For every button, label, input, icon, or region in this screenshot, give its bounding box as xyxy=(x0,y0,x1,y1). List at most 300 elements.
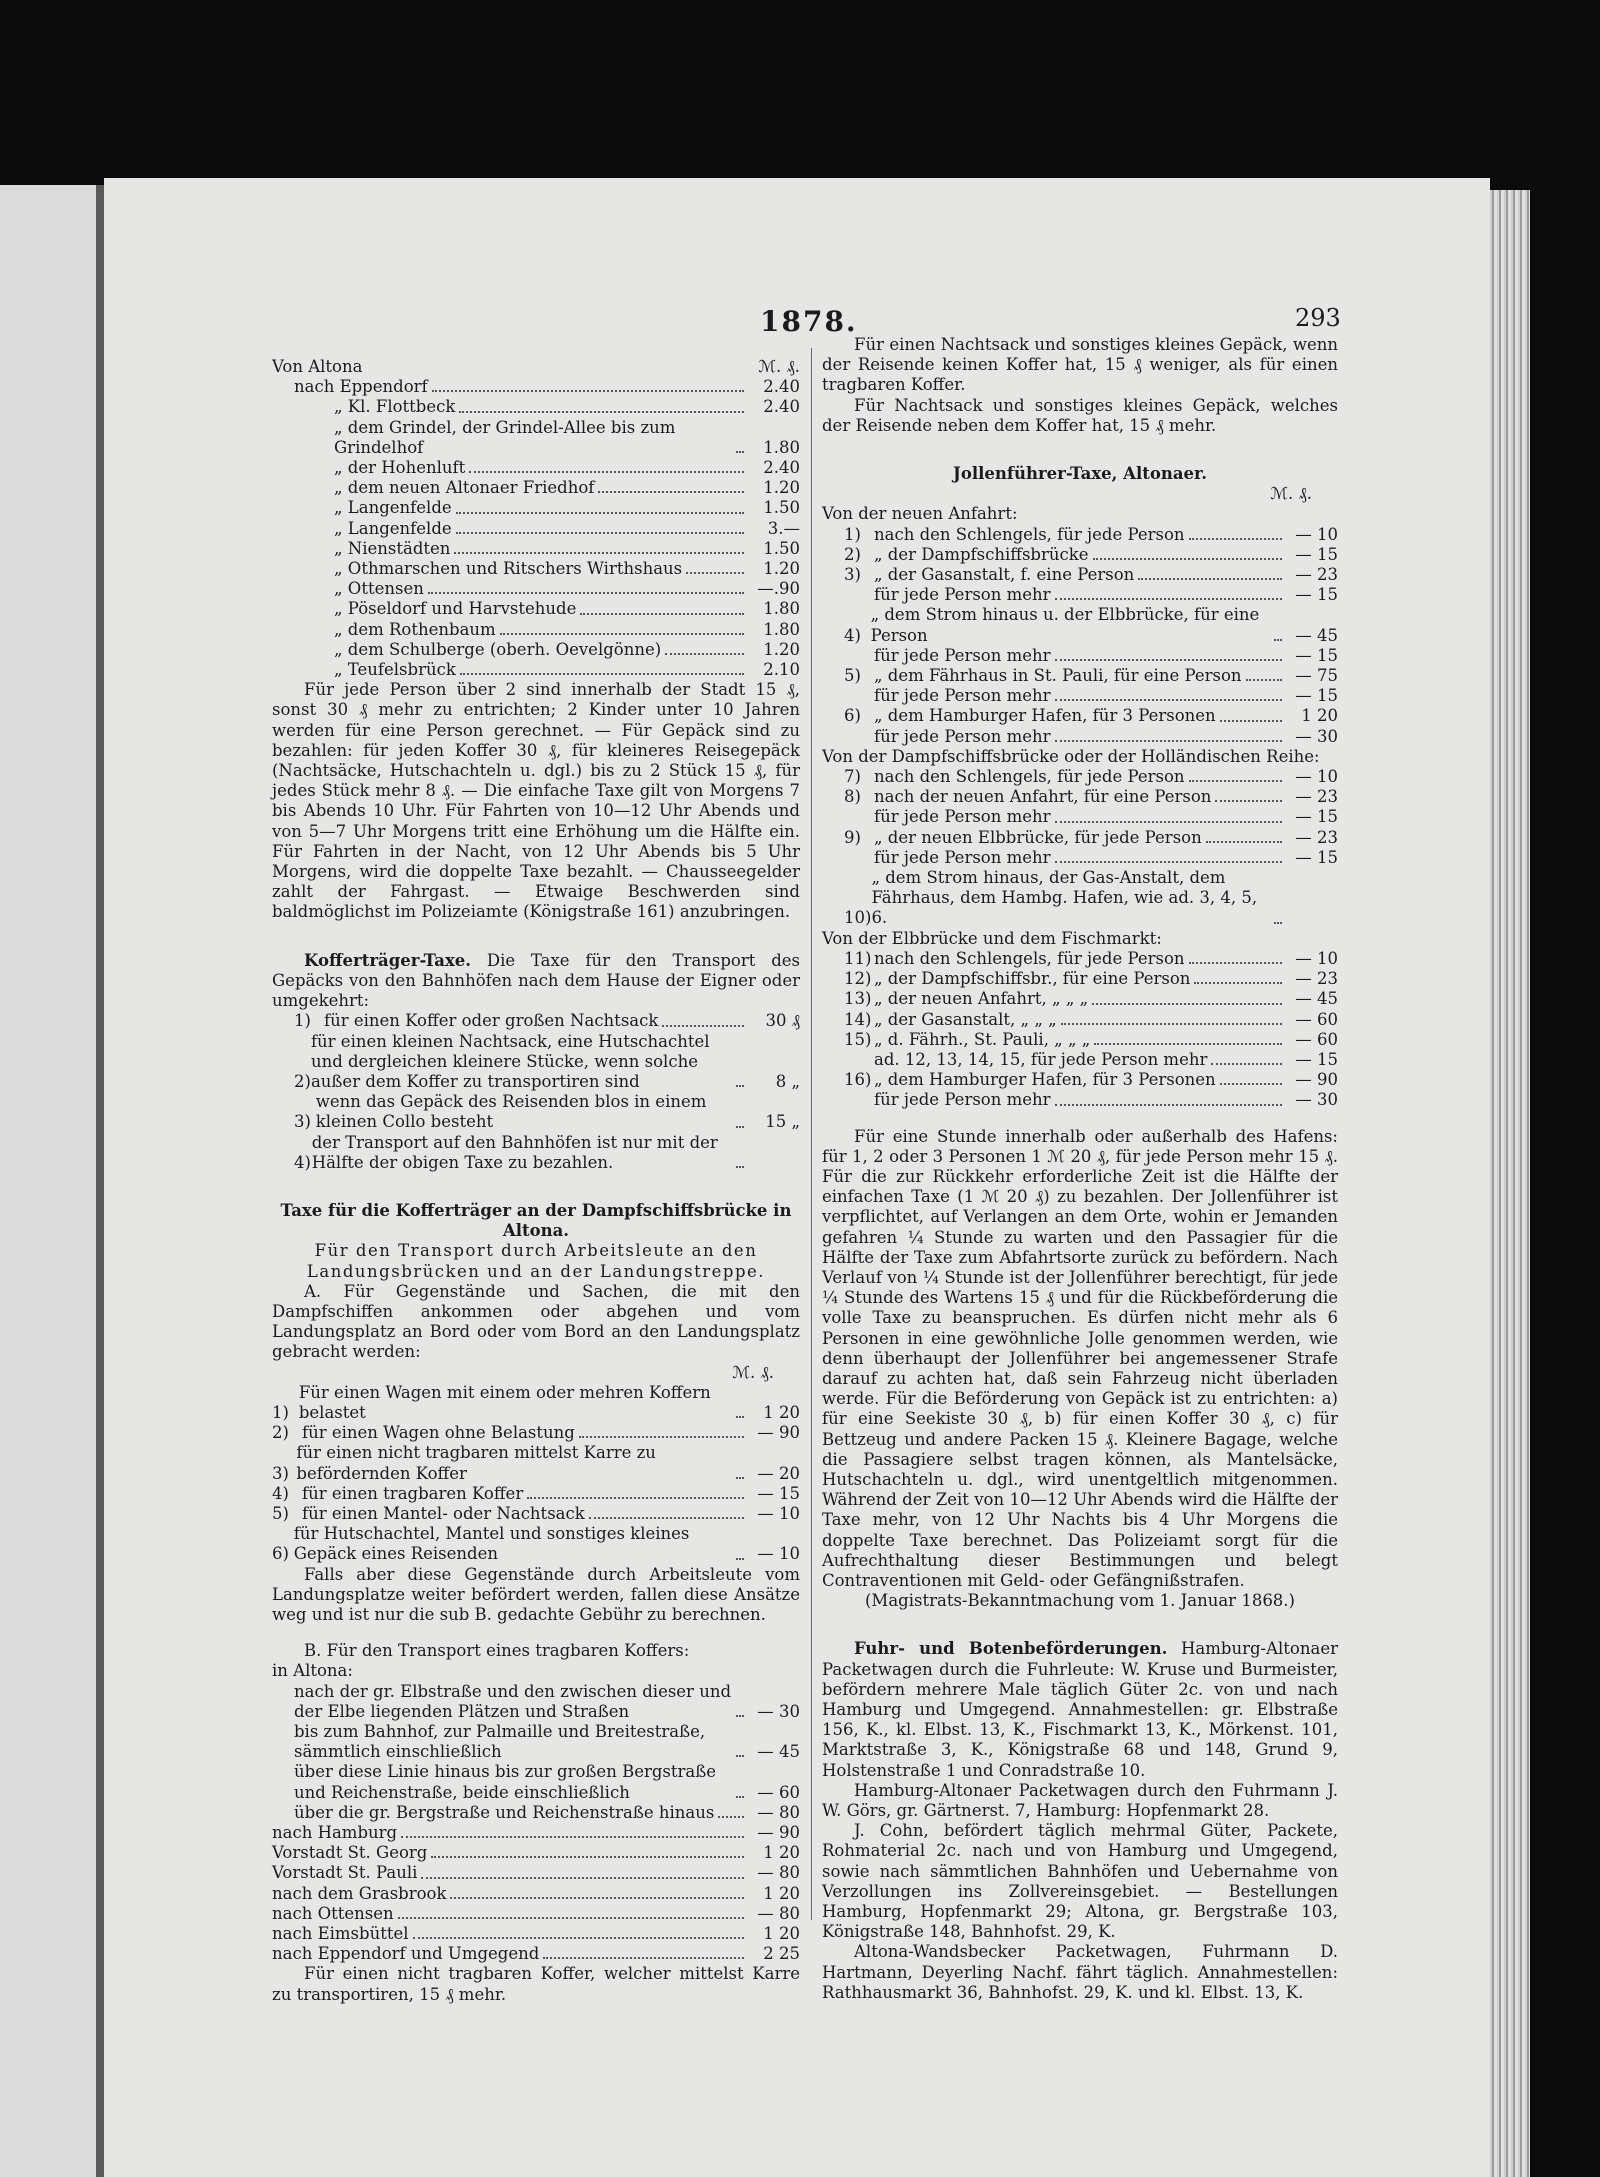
item-text: nach Eppendorf und Umgegend xyxy=(272,1944,540,1964)
item-text: „ dem Fährhaus in St. Pauli, für eine Person xyxy=(874,666,1242,686)
leader-dots xyxy=(398,1917,744,1919)
item-price: — 30 xyxy=(1295,1090,1338,1110)
leader-dots xyxy=(736,1796,744,1798)
left-column xyxy=(272,357,800,2005)
item-number: 7) xyxy=(844,767,861,787)
leader-dots xyxy=(1092,1003,1282,1005)
item-text: für jede Person mehr xyxy=(874,807,1051,827)
item-price: 1.80 xyxy=(763,437,800,457)
item-price: — 80 xyxy=(757,1863,800,1883)
item-text: „ dem neuen Altonaer Friedhof xyxy=(334,478,595,498)
item-number: 4) xyxy=(294,1152,311,1172)
fuhr-para-0 xyxy=(822,1639,1338,1780)
item-text: „ der neuen Anfahrt, „ „ „ xyxy=(874,989,1089,1009)
leader-dots xyxy=(456,512,744,514)
item-text: Für einen Wagen mit einem oder mehren Koffern belastet xyxy=(298,1382,711,1422)
item-text: „ der Dampfschiffsbr., für eine Person xyxy=(874,969,1191,989)
dampf-b-item xyxy=(272,1904,800,1924)
item-text: nach den Schlengels, für jede Person xyxy=(874,524,1185,544)
item-text: über die gr. Bergstraße und Reichenstraße hinaus xyxy=(294,1802,715,1822)
dampf-a-item xyxy=(272,1383,800,1423)
item-text: „ der Gasanstalt, „ „ „ xyxy=(874,1009,1057,1029)
koffer-item xyxy=(272,1011,800,1031)
item-text: über diese Linie hinaus bis zur großen Bergstraße und Reichenstraße, beide einschließlich xyxy=(294,1762,717,1802)
leader-dots xyxy=(1055,598,1282,600)
tariff-row xyxy=(272,640,800,660)
item-price: — 30 xyxy=(757,1701,800,1721)
jollen-row xyxy=(822,565,1338,585)
leader-dots xyxy=(736,1416,744,1418)
item-text: „ dem Hamburger Hafen, für 3 Personen xyxy=(874,706,1216,726)
item-price: — 23 xyxy=(1295,565,1338,585)
item-price: —.90 xyxy=(757,579,800,599)
fuhr-para-1: Hamburg-Altonaer Packetwagen durch den Fuhrmann J. W. Görs, gr. Gärtnerst. 7, Hamburg: Hopfenmarkt 28. xyxy=(822,1780,1338,1821)
item-price: — 45 xyxy=(757,1742,800,1762)
item-text: „ Langenfelde xyxy=(334,518,452,538)
item-price: 1.80 xyxy=(763,619,800,639)
jollen-row xyxy=(822,767,1338,787)
jollen-row xyxy=(822,525,1338,545)
item-text: für jede Person mehr xyxy=(874,585,1051,605)
item-price: 1.20 xyxy=(763,478,800,498)
item-number: 3) xyxy=(294,1112,311,1132)
tariff-list xyxy=(272,377,800,680)
dampf-b-item xyxy=(272,1924,800,1944)
item-price: 2.10 xyxy=(763,660,800,680)
leader-dots xyxy=(421,1877,744,1879)
item-price: 30 ₰ xyxy=(765,1011,800,1031)
jollen-row xyxy=(822,848,1338,868)
item-text: „ der Dampfschiffsbrücke xyxy=(874,544,1089,564)
fuhr-para-3: Altona-Wandsbecker Packetwagen, Fuhrmann D. Hartmann, Deyerling Nachf. fährt täglich. Annahmestellen: Rathhausmarkt 36, Bahnhofst. 29, K. und kl. Elbst. 13, K. xyxy=(822,1942,1338,2002)
jollen-row xyxy=(822,989,1338,1009)
jollen-group-title: Von der neuen Anfahrt: xyxy=(822,504,1018,524)
leader-dots xyxy=(1211,1063,1282,1065)
tariff-row xyxy=(272,418,800,458)
tariff-row xyxy=(272,498,800,518)
leader-dots xyxy=(1206,841,1282,843)
item-price: — 23 xyxy=(1295,969,1338,989)
leader-dots xyxy=(580,613,744,615)
item-text: für jede Person mehr xyxy=(874,645,1051,665)
jollen-unit-label: ℳ. ₰. xyxy=(1270,484,1312,504)
item-number: 2) xyxy=(272,1423,289,1443)
dampf-b-note: Für einen nicht tragbaren Koffer, welcher mittelst Karre zu transportiren, 15 ₰ mehr. xyxy=(272,1964,800,2004)
dampf-subheading: Für den Transport durch Arbeitsleute an den Landungsbrücken und an der Landungstreppe. xyxy=(306,1241,766,1281)
item-text: für einen kleinen Nachtsack, eine Hutschachtel und dergleichen kleinere Stücke, wenn solche außer dem Koffer zu transportiren sind xyxy=(310,1031,710,1091)
dampf-b-place: in Altona: xyxy=(272,1661,353,1681)
jollen-row xyxy=(822,1030,1338,1050)
item-text: nach Hamburg xyxy=(272,1823,398,1843)
item-price: — 30 xyxy=(1295,726,1338,746)
tariff-row xyxy=(272,519,800,539)
leader-dots xyxy=(1138,578,1282,580)
leader-dots xyxy=(1274,639,1282,641)
item-text: nach der neuen Anfahrt, für eine Person xyxy=(874,787,1212,807)
leader-dots xyxy=(1246,679,1282,681)
item-text: nach den Schlengels, für jede Person xyxy=(874,767,1185,787)
item-price: — 80 xyxy=(757,1903,800,1923)
jollen-row xyxy=(822,1050,1338,1070)
item-number: 1) xyxy=(272,1402,289,1422)
jollen-row xyxy=(822,1010,1338,1030)
leader-dots xyxy=(736,451,744,453)
item-price: — 10 xyxy=(1295,767,1338,787)
jollen-row xyxy=(822,828,1338,848)
jollen-row xyxy=(822,807,1338,827)
item-text: „ dem Hamburger Hafen, für 3 Personen xyxy=(874,1070,1216,1090)
item-price: 1 20 xyxy=(763,1924,800,1944)
leader-dots xyxy=(598,491,744,493)
jollen-row xyxy=(822,1090,1338,1110)
item-price: — 60 xyxy=(757,1782,800,1802)
leader-dots xyxy=(413,1937,744,1939)
item-text: für Hutschachtel, Mantel und sonstiges kleines Gepäck eines Reisenden xyxy=(293,1524,690,1564)
column-divider xyxy=(811,348,812,1920)
leader-dots xyxy=(456,532,744,534)
item-price: — 23 xyxy=(1295,827,1338,847)
item-price: — 10 xyxy=(757,1503,800,1523)
unit-label: ℳ. ₰. xyxy=(758,357,800,376)
item-text: „ Langenfelde xyxy=(334,498,452,518)
item-price: — 15 xyxy=(1295,847,1338,867)
tariff-row xyxy=(272,559,800,579)
item-text: „ der neuen Elbbrücke, für jede Person xyxy=(874,827,1202,847)
item-price: 8 „ xyxy=(775,1071,800,1091)
item-text: ad. 12, 13, 14, 15, für jede Person mehr xyxy=(874,1049,1208,1069)
leader-dots xyxy=(686,572,744,574)
leader-dots xyxy=(527,1497,744,1499)
item-number: 2) xyxy=(294,1071,311,1091)
item-text: bis zum Bahnhof, zur Palmaille und Breitestraße, sämmtlich einschließlich xyxy=(294,1722,706,1762)
item-text: für jede Person mehr xyxy=(874,1090,1051,1110)
jollen-row xyxy=(822,585,1338,605)
item-price: 1.50 xyxy=(763,538,800,558)
leader-dots xyxy=(454,552,744,554)
koffer-heading: Kofferträger-Taxe. xyxy=(304,950,472,970)
item-price: — 15 xyxy=(757,1483,800,1503)
leader-dots xyxy=(1055,659,1282,661)
dampf-b-item xyxy=(272,1722,800,1762)
leader-dots xyxy=(431,1856,744,1858)
tariff-row xyxy=(272,377,800,397)
item-text: „ dem Grindel, der Grindel-Allee bis zum Grindelhof xyxy=(334,417,676,457)
item-number: 2) xyxy=(844,544,861,564)
item-price: — 60 xyxy=(1295,1029,1338,1049)
leader-dots xyxy=(589,1517,744,1519)
item-price: — 15 xyxy=(1295,645,1338,665)
dampf-b-item xyxy=(272,1863,800,1883)
item-number: 4) xyxy=(844,625,861,645)
leader-dots xyxy=(432,390,744,392)
item-price: 1 20 xyxy=(763,1843,800,1863)
tariff-from: Von Altona xyxy=(272,357,363,376)
item-text: der Transport auf den Bahnhöfen ist nur mit der Hälfte der obigen Taxe zu bezahlen. xyxy=(311,1132,718,1172)
page-year: 1878. xyxy=(760,305,858,338)
item-price: 1.80 xyxy=(763,599,800,619)
item-number: 10) xyxy=(844,908,872,928)
leader-dots xyxy=(1220,720,1282,722)
tariff-row xyxy=(272,579,800,599)
item-price: 2 25 xyxy=(763,1944,800,1964)
item-price: — 10 xyxy=(1295,948,1338,968)
jollen-group-title: Von der Dampfschiffsbrücke oder der Holländischen Reihe: xyxy=(822,746,1320,766)
gepaeck-note-1: Für einen Nachtsack und sonstiges kleines Gepäck, wenn der Reisende keinen Koffer hat, 15 ₰ weniger, als für einen tragbaren Koffer. xyxy=(822,335,1338,395)
item-price: 1.20 xyxy=(763,559,800,579)
item-text: nach Eppendorf xyxy=(294,377,428,397)
leader-dots xyxy=(1215,800,1282,802)
dampf-a-list xyxy=(272,1383,800,1565)
item-text: Vorstadt St. Georg xyxy=(272,1843,428,1863)
item-text: „ Othmarschen und Ritschers Wirthshaus xyxy=(334,559,683,579)
item-text: „ Ottensen xyxy=(334,579,424,599)
koffer-item xyxy=(272,1092,800,1132)
leader-dots xyxy=(665,653,744,655)
leader-dots xyxy=(1055,821,1282,823)
item-number: 13) xyxy=(844,989,872,1009)
leader-dots xyxy=(1189,962,1282,964)
facing-page-edge xyxy=(0,185,98,2177)
jollen-row xyxy=(822,787,1338,807)
dampf-b-item xyxy=(272,1843,800,1863)
dampf-a-note: Falls aber diese Gegenstände durch Arbeitsleute vom Landungsplatze weiter befördert werden, fallen diese Ansätze weg und ist nur die sub B. gedachte Gebühr zu berechnen. xyxy=(272,1564,800,1624)
item-text: „ der Hohenluft xyxy=(334,458,466,478)
leader-dots xyxy=(428,592,744,594)
item-number: 12) xyxy=(844,969,872,989)
item-price: — 23 xyxy=(1295,787,1338,807)
leader-dots xyxy=(736,1715,744,1717)
tariff-note: Für jede Person über 2 sind innerhalb der Stadt 15 ₰, sonst 30 ₰ mehr zu entrichten; 2 Kinder unter 10 Jahren werden für eine Person gerechnet. — Für Gepäck sind zu bezahlen: für jeden Koffer 30 ₰, für kleineres Reisegepäck (Nachtsäcke, Hutschachteln u. dgl.) bis zu 2 Stück 15 ₰, für jedes Stück mehr 8 ₰. — Die einfache Taxe gilt von Morgens 7 bis Abends 10 Uhr. Für Fahrten von 10—12 Uhr Abends und von 5—7 Uhr Morgens tritt eine Erhöhung um die Hälfte ein. Für Fahrten in der Nacht, von 12 Uhr Abends bis 5 Uhr Morgens, wird die doppelte Taxe bezahlt. — Chausseegelder zahlt der Fahrgast. — Etwaige Beschwerden sind baldmöglichst im Polizeiamte (Königstraße 161) anzubringen. xyxy=(272,680,800,922)
item-price: 2.40 xyxy=(763,377,800,397)
jollen-row xyxy=(822,646,1338,666)
item-number: 1) xyxy=(294,1011,311,1031)
jollen-note: Für eine Stunde innerhalb oder außerhalb des Hafens: für 1, 2 oder 3 Personen 1 ℳ 20 ₰, für jede Person mehr 15 ₰. Für die zur Rückkehr erforderliche Zeit ist die Hälfte der einfachen Taxe (1 ℳ 20 ₰) zu bezahlen. Der Jollenführer ist verpflichtet, auf Verlangen an dem Orte, wohin er Jemanden gefahren ¼ Stunde zu warten und den Passagier für die Hälfte der Taxe zum Abfahrtsorte zurück zu befördern. Nach Verlauf von ¼ Stunde ist der Jollenführer berechtigt, für jede ¼ Stunde des Wartens 15 ₰ und für die Rückbeförderung die volle Taxe zu beanspruchen. Es dürfen nicht mehr als 6 Personen in eine gewöhnliche Jolle genommen werden, wie denn überhaupt der Jollenführer bei angemessener Strafe darauf zu achten hat, daß sein Fahrzeug nicht überladen werde. Für die Beförderung von Gepäck ist zu entrichten: a) für eine Seekiste 30 ₰, b) für einen Koffer 30 ₰, c) für Bettzeug und andere Packen 15 ₰. Kleinere Bagage, welche die Passagiere selbst tragen können, als Mantelsäcke, Hutschachteln u. dgl., wird unentgeltlich mitgenommen. Während der Zeit von 10—12 Uhr Abends wird die Hälfte der Taxe mehr, von 12 Uhr Nachts bis 4 Uhr Morgens die doppelte Taxe berechnet. Das Polizeiamt sorgt für die Aufrechthaltung dieser Bestimmungen und belegt Contraventionen mit Geld- oder Gefängnißstrafen. xyxy=(822,1126,1338,1590)
item-text: „ Kl. Flottbeck xyxy=(334,397,456,417)
item-price: — 15 xyxy=(1295,544,1338,564)
leader-dots xyxy=(543,1957,744,1959)
item-price: — 80 xyxy=(757,1802,800,1822)
jollen-row xyxy=(822,1070,1338,1090)
jollen-group-title: Von der Elbbrücke und dem Fischmarkt: xyxy=(822,928,1162,948)
jollen-source: (Magistrats-Bekanntmachung vom 1. Januar 1868.) xyxy=(864,1591,1295,1611)
jollen-row xyxy=(822,545,1338,565)
item-text: für einen Wagen ohne Belastung xyxy=(302,1423,575,1443)
dampf-heading: Taxe für die Kofferträger an der Dampfschiffsbrücke in Altona. xyxy=(280,1200,792,1241)
item-text: für einen tragbaren Koffer xyxy=(302,1483,524,1503)
leader-dots xyxy=(736,1126,744,1128)
dampf-a-item xyxy=(272,1443,800,1483)
leader-dots xyxy=(459,411,744,413)
dampf-b-item xyxy=(272,1682,800,1722)
dampf-a-item xyxy=(272,1524,800,1564)
leader-dots xyxy=(1220,1083,1282,1085)
gepaeck-note-2: Für Nachtsack und sonstiges kleines Gepäck, welches der Reisende neben dem Koffer hat, 15 ₰ mehr. xyxy=(822,395,1338,435)
jollen-row xyxy=(822,666,1338,686)
item-number: 3) xyxy=(272,1463,289,1483)
item-number: 5) xyxy=(272,1503,289,1523)
jollen-row xyxy=(822,706,1338,726)
item-text: nach Ottensen xyxy=(272,1903,394,1923)
item-price: — 60 xyxy=(1295,1009,1338,1029)
item-text: „ d. Fährh., St. Pauli, „ „ „ xyxy=(874,1029,1091,1049)
leader-dots xyxy=(1094,1043,1282,1045)
leader-dots xyxy=(1274,922,1282,924)
item-number: 1) xyxy=(844,524,861,544)
item-price: — 90 xyxy=(1295,1070,1338,1090)
leader-dots xyxy=(736,1558,744,1560)
item-text: Vorstadt St. Pauli xyxy=(272,1863,418,1883)
item-price: — 45 xyxy=(1295,989,1338,1009)
leader-dots xyxy=(718,1816,744,1818)
leader-dots xyxy=(500,633,744,635)
jollen-row xyxy=(822,605,1338,645)
jollen-row xyxy=(822,868,1338,929)
leader-dots xyxy=(1055,861,1282,863)
item-number: 4) xyxy=(272,1483,289,1503)
item-price: — 10 xyxy=(757,1544,800,1564)
jollen-groups xyxy=(822,504,1338,1110)
leader-dots xyxy=(1189,538,1282,540)
item-price: — 15 xyxy=(1295,686,1338,706)
item-text: „ dem Strom hinaus, der Gas-Anstalt, dem Fährhaus, dem Hambg. Hafen, wie ad. 3, 4, 5, 6. xyxy=(871,868,1258,928)
item-text: nach den Schlengels, für jede Person xyxy=(874,948,1185,968)
tariff-row xyxy=(272,660,800,680)
leader-dots xyxy=(1189,780,1282,782)
dampf-b-item xyxy=(272,1884,800,1904)
leader-dots xyxy=(736,1166,744,1168)
item-text: nach der gr. Elbstraße und den zwischen dieser und der Elbe liegenden Plätzen und Straßen xyxy=(294,1681,732,1721)
leader-dots xyxy=(1061,1023,1282,1025)
leader-dots xyxy=(662,1025,744,1027)
tariff-row xyxy=(272,458,800,478)
tariff-row xyxy=(272,599,800,619)
fuhr-heading: Fuhr- und Botenbeförderungen. xyxy=(854,1639,1168,1659)
koffer-item xyxy=(272,1133,800,1173)
item-price: 3.— xyxy=(767,518,800,538)
item-price: 1.20 xyxy=(763,639,800,659)
item-text: für einen Koffer oder großen Nachtsack xyxy=(324,1011,659,1031)
item-text: für einen nicht tragbaren mittelst Karre zu befördernden Koffer xyxy=(296,1443,656,1483)
leader-dots xyxy=(469,471,744,473)
dampf-b-item xyxy=(272,1762,800,1802)
item-text: „ Teufelsbrück xyxy=(334,660,456,680)
item-text: für einen Mantel- oder Nachtsack xyxy=(302,1503,585,1523)
item-price: — 90 xyxy=(757,1823,800,1843)
item-text: „ Nienstädten xyxy=(334,538,451,558)
jollen-row xyxy=(822,727,1338,747)
leader-dots xyxy=(736,1477,744,1479)
item-number: 14) xyxy=(844,1009,872,1029)
tariff-row xyxy=(272,478,800,498)
leader-dots xyxy=(401,1836,744,1838)
item-price: 15 „ xyxy=(765,1112,800,1132)
dampf-b-intro: B. Für den Transport eines tragbaren Koffers: xyxy=(304,1641,690,1661)
leader-dots xyxy=(1055,1104,1282,1106)
item-number: 6) xyxy=(844,706,861,726)
tariff-row xyxy=(272,620,800,640)
page-number: 293 xyxy=(1295,304,1341,332)
dampf-a-item xyxy=(272,1484,800,1504)
item-text: „ Pöseldorf und Harvstehude xyxy=(334,599,577,619)
item-price: — 15 xyxy=(1295,1049,1338,1069)
item-number: 3) xyxy=(844,565,861,585)
koffer-intro xyxy=(272,951,800,1012)
koffer-intro-text: Die Taxe für den Transport des Gepäcks von den Bahnhöfen nach dem Hause der Eigner oder umgekehrt: xyxy=(272,950,800,1011)
tariff-header xyxy=(272,357,800,377)
item-price: 2.40 xyxy=(763,458,800,478)
dampf-b-item xyxy=(272,1803,800,1823)
item-price: — 15 xyxy=(1295,807,1338,827)
item-price: — 75 xyxy=(1295,666,1338,686)
leader-dots xyxy=(1093,558,1282,560)
dampf-a-intro: A. Für Gegenstände und Sachen, die mit den Dampfschiffen ankommen oder abgehen und vom Landungsplatz an Bord oder vom Bord an den Landungsplatz gebracht werden: xyxy=(272,1281,800,1362)
leader-dots xyxy=(736,1755,744,1757)
leader-dots xyxy=(460,673,744,675)
item-number: 9) xyxy=(844,827,861,847)
item-text: wenn das Gepäck des Reisenden blos in einem kleinen Collo besteht xyxy=(315,1092,707,1132)
dampf-unit-label: ℳ. ₰. xyxy=(732,1362,774,1382)
item-price: 1 20 xyxy=(763,1883,800,1903)
leader-dots xyxy=(1055,699,1282,701)
leader-dots xyxy=(450,1897,744,1899)
dampf-a-item xyxy=(272,1423,800,1443)
dampf-b-item xyxy=(272,1823,800,1843)
item-number: 8) xyxy=(844,787,861,807)
fuhr-para-2: J. Cohn, befördert täglich mehrmal Güter, Packete, Rohmaterial 2c. nach und von Hamburg und Umgegend, sowie nach sämmtlichen Bahnhöfen und Uebernahme von Verzollungen ins Zollvereinsgebiet. — Bestellungen Hamburg, Hopfenmarkt 29; Altona, gr. Bergstraße 103, Königstraße 148, Bahnhofst. 29, K. xyxy=(822,1821,1338,1942)
tariff-row xyxy=(272,539,800,559)
jollen-row xyxy=(822,686,1338,706)
item-text: „ dem Strom hinaus u. der Elbbrücke, für eine Person xyxy=(870,605,1260,645)
item-text: für jede Person mehr xyxy=(874,726,1051,746)
item-text: „ der Gasanstalt, f. eine Person xyxy=(874,565,1135,585)
dampf-b-list xyxy=(272,1682,800,1965)
item-price: — 20 xyxy=(757,1463,800,1483)
item-number: 16) xyxy=(844,1070,872,1090)
item-price: 1.50 xyxy=(763,498,800,518)
item-text: „ dem Rothenbaum xyxy=(334,619,496,639)
leader-dots xyxy=(1055,740,1282,742)
tariff-row xyxy=(272,397,800,417)
item-price: 1 20 xyxy=(1301,706,1338,726)
item-price: 2.40 xyxy=(763,397,800,417)
leader-dots xyxy=(736,1085,744,1087)
koffer-item xyxy=(272,1032,800,1093)
fuhr-para-0-text: Hamburg-Altonaer Packetwagen durch die Fuhrleute: W. Kruse und Burmeister, befördern mehrere Male täglich Güter 2c. von und nach Hamburg und Umgegend. Annahmestellen: gr. Elbstraße 156, K., kl. Elbst. 13, K., Fischmarkt 13, K., Mörkenst. 101, Marktstraße 3, K., Königstraße 68 und 148, Grund 9, Holstenstraße 1 und Conradstraße 10. xyxy=(822,1639,1338,1780)
item-number: 15) xyxy=(844,1029,872,1049)
right-column xyxy=(822,335,1338,2003)
item-text: für jede Person mehr xyxy=(874,686,1051,706)
item-number: 11) xyxy=(844,948,872,968)
leader-dots xyxy=(1194,982,1282,984)
leader-dots xyxy=(579,1436,744,1438)
item-price: 1 20 xyxy=(763,1402,800,1422)
koffer-list xyxy=(272,1011,800,1173)
item-price: — 10 xyxy=(1295,524,1338,544)
item-price: — 90 xyxy=(757,1423,800,1443)
jollen-row xyxy=(822,969,1338,989)
dampf-a-item xyxy=(272,1504,800,1524)
jollen-row xyxy=(822,949,1338,969)
item-number: 5) xyxy=(844,666,861,686)
item-price: — 15 xyxy=(1295,585,1338,605)
jollen-heading: Jollenführer-Taxe, Altonaer. xyxy=(953,464,1207,484)
item-text: für jede Person mehr xyxy=(874,847,1051,867)
item-price: — 45 xyxy=(1295,625,1338,645)
item-text: nach Eimsbüttel xyxy=(272,1924,409,1944)
item-text: „ dem Schulberge (oberh. Oevelgönne) xyxy=(334,639,662,659)
item-text: nach dem Grasbrook xyxy=(272,1883,447,1903)
item-number: 6) xyxy=(272,1544,289,1564)
